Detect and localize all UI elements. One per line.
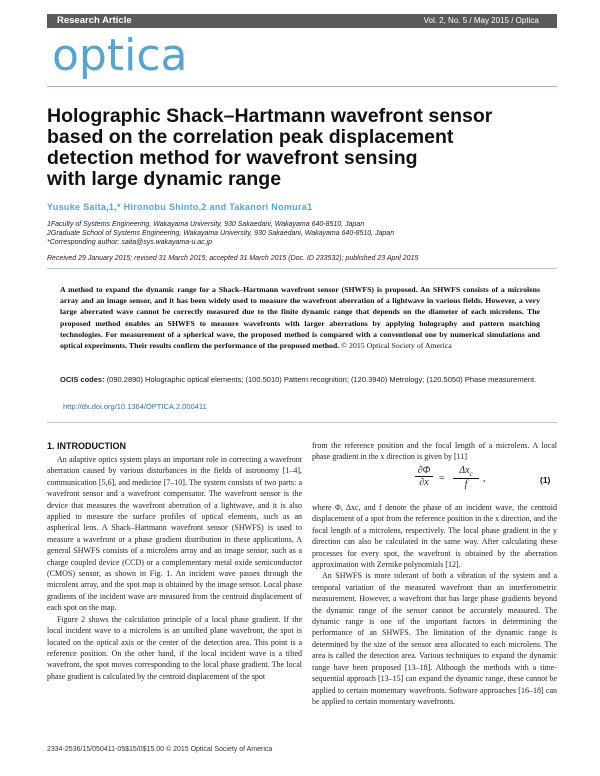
publication-dates: Received 29 January 2015; revised 31 March 2015; accepted 31 March 2015 (Doc. ID 233532); published 23 April 2015	[47, 255, 419, 262]
paragraph: An adaptive optics system plays an important role in correcting a wavefront aberration caused by various disturbances in the fields of astronomy [1–4], communication [5,6], and medicine [7–10]. The system consists of two parts: a wavefront sensor and a wavefront compensator. The wavefront sensor is the device that measures the wavefront aberration of a lightwave, and it is also applied to measure the surface profiles of optical elements, such as an aspherical lens. A Shack–Hartmann wavefront sensor (SHWFS) is used to measure a wavefront or a phase gradient distribution in these applications. A general SHWFS consists of a microlens array and an image sensor, such as a charge coupled device (CCD) or a complementary metal oxide semiconductor (CMOS) sensor, as shown in Fig. 1. An incident wave passes through the microlens array, and the spot map is obtained by the image sensor. Local phase gradients of the incident wave are measured from the centroid displacement of each spot on the map.	[47, 455, 302, 613]
abstract	[60, 284, 540, 351]
equation-1	[415, 465, 525, 495]
eq-equals: =	[439, 473, 445, 484]
equation-number: (1)	[540, 475, 551, 485]
affiliation-2: 2Graduate School of Systems Engineering, Wakayama University, 930 Sakaedani, Wakayama 640-8510, Japan	[47, 230, 395, 237]
ocis-list: (090.2890) Holographic optical elements; (100.5010) Pattern recognition; (120.3940) Metrology; (120.5050) Phase measurement.	[106, 375, 537, 384]
right-column	[312, 502, 557, 707]
article-title	[47, 106, 547, 190]
corresponding-author: *Corresponding author: saita@sys.wakayama-u.ac.jp	[47, 239, 213, 246]
eq-lhs-numerator: ∂Φ	[417, 465, 431, 476]
eq-rhs-subscript: c	[469, 470, 473, 478]
article-type-label: Research Article	[57, 15, 132, 26]
paragraph: where Φ, Δxc, and f denote the phase of an incident wave, the centroid displacement of a spot from the reference position in the x direction, and the focal length of a microlens, respectively. The local phase gradient in the y direction can also be calculated in the same way. After calculating these processes for every spot, the wavefront is obtained by the aberration approximation with Zernike polynomials [12].	[312, 503, 557, 570]
eq-comma: ,	[483, 473, 486, 484]
journal-logo: optica	[52, 30, 188, 81]
abstract-copyright: © 2015 Optical Society of America	[341, 341, 452, 351]
paragraph: An SHWFS is more tolerant of both a vibration of the system and a temporal variation of the measured wavefront than an interferometric measurement. However, a wavefront that has large phase gradients beyond the dynamic range of the sensor cannot be accurately measured. The dynamic range is one of the important factors in determining the performance of an SHWFS. The limitation of the dynamic range is determined by the size of the sensor area allocated to each microlens. The area is called the detection area. Various techniques to expand the dynamic range have been proposed [13–18]. Although the methods with a time-sequential approach [13–15] can expand the dynamic range, these cannot be applied to certain momentary wavefronts. Software approaches [16–18] can be applied to certain momentary wavefronts.	[312, 571, 557, 706]
page-number: 411	[557, 16, 570, 25]
divider-top	[47, 268, 557, 269]
ocis-codes	[60, 374, 540, 385]
title-line: based on the correlation peak displacement	[47, 126, 454, 148]
author-list: Yusuke Saita,1,* Hironobu Shinto,2 and Takanori Nomura1	[47, 202, 313, 212]
title-line: Holographic Shack–Hartmann wavefront sensor	[47, 105, 493, 127]
eq-rhs-denominator: f	[464, 479, 468, 490]
section-heading: 1. INTRODUCTION	[47, 441, 127, 451]
abstract-text: A method to expand the dynamic range for a Shack–Hartmann wavefront sensor (SHWFS) is proposed. An SHWFS consists of a microlens array and an image sensor, and it has been widely used to measure the wavefront aberration of a lightwave in various fields. However, a very large aberrated wave cannot be correctly measured due to the finite dynamic range that depends on the diameter of each microlens. The proposed method enables an SHWFS to measure wavefronts with larger aberrations by applying holography and pattern matching technologies. For measurement of a spherical wave, the proposed method is compared with a conventional one by numerical simulations and optical experiments. Their results confirm the performance of the proposed method.	[60, 285, 540, 351]
footer-copyright: 2334-2536/15/050411-05$15/0$15.00 © 2015 Optical Society of America	[47, 746, 273, 753]
logo-divider	[47, 86, 557, 87]
journal-meta	[380, 14, 570, 28]
title-line: detection method for wavefront sensing	[47, 147, 418, 169]
eq-rhs-numerator: Δx	[459, 465, 470, 476]
divider-bottom	[47, 422, 557, 423]
paragraph: Figure 2 shows the calculation principle of a local phase gradient. If the local incident wave to a microlens is an untilted plane wavefront, the spot is located on the optical axis or the center of the detection area. This point is a reference position. On the other hand, if the local incident wave is a tilted wavefront, the spot moves corresponding to the local phase gradient. The local phase gradient is calculated by the centroid displacement of the spot	[47, 614, 302, 681]
ocis-label: OCIS codes:	[60, 375, 105, 384]
journal-issue: Vol. 2, No. 5 / May 2015 / Optica	[423, 16, 539, 25]
title-line: with large dynamic range	[47, 168, 282, 190]
affiliation-1: 1Faculty of Systems Engineering, Wakayama University, 930 Sakaedani, Wakayama 640-8510, Japan	[47, 221, 365, 228]
doi-link[interactable]: http://dx.doi.org/10.1364/OPTICA.2.000411	[63, 402, 207, 411]
eq-lhs-denominator: ∂x	[419, 477, 429, 488]
left-column	[47, 454, 302, 682]
right-column-top: from the reference position and the focal length of a microlens. A local phase gradient in the x direction is given by [11]	[312, 441, 557, 462]
